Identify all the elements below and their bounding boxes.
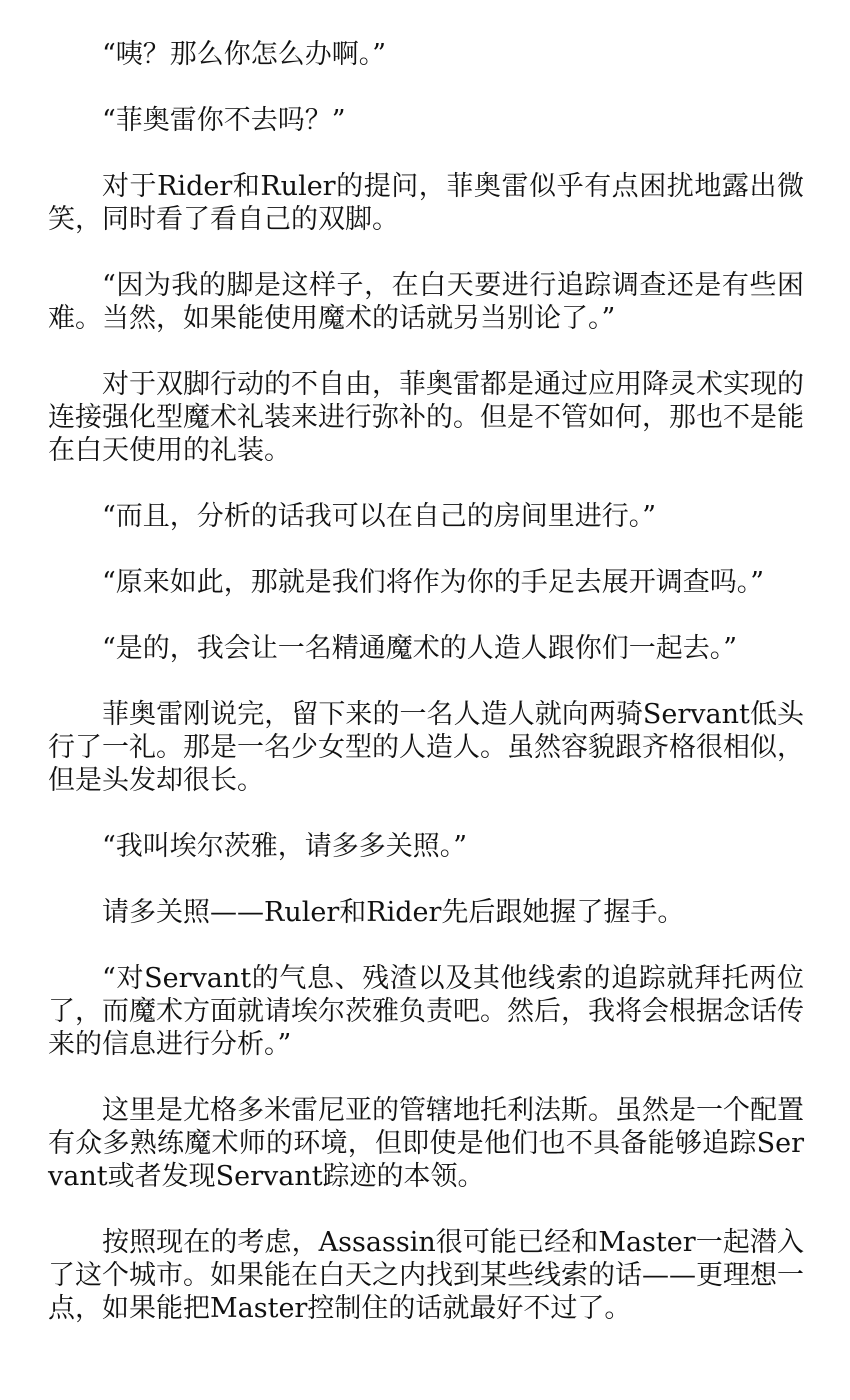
paragraph: “而且，分析的话我可以在自己的房间里进行。” [102, 501, 657, 532]
paragraph: “我叫埃尔茨雅，请多多关照。” [102, 831, 468, 862]
paragraph: “菲奥雷你不去吗？” [102, 105, 346, 136]
paragraph: “对Servant的气息、残渣以及其他线索的追踪就拜托两位了，而魔术方面就请埃尔茨雅负责吧。然后，我将会根据念话传来的信息进行分析。” [48, 963, 804, 1060]
paragraph: 菲奥雷刚说完，留下来的一名人造人就向两骑Servant低头行了一礼。那是一名少女型的人造人。虽然容貌跟齐格很相似，但是头发却很长。 [48, 699, 804, 796]
paragraph: “咦？那么你怎么办啊。” [102, 39, 387, 70]
document-body [48, 38, 804, 1325]
paragraph: “是的，我会让一名精通魔术的人造人跟你们一起去。” [102, 633, 738, 664]
paragraph: “因为我的脚是这样子，在白天要进行追踪调查还是有些困难。当然，如果能使用魔术的话就另当别论了。” [48, 270, 804, 334]
paragraph: “原来如此，那就是我们将作为你的手足去展开调查吗。” [102, 567, 765, 598]
paragraph: 这里是尤格多米雷尼亚的管辖地托利法斯。虽然是一个配置有众多熟练魔术师的环境，但即使是他们也不具备能够追踪Servant或者发现Servant踪迹的本领。 [48, 1095, 804, 1192]
paragraph: 请多关照——Ruler和Rider先后跟她握了握手。 [102, 897, 685, 928]
paragraph: 对于双脚行动的不自由，菲奥雷都是通过应用降灵术实现的连接强化型魔术礼装来进行弥补的。但是不管如何，那也不是能在白天使用的礼装。 [48, 369, 804, 466]
paragraph: 按照现在的考虑，Assassin很可能已经和Master一起潜入了这个城市。如果能在白天之内找到某些线索的话——更理想一点，如果能把Master控制住的话就最好不过了。 [48, 1227, 804, 1324]
paragraph: 对于Rider和Ruler的提问，菲奥雷似乎有点困扰地露出微笑，同时看了看自己的双脚。 [48, 171, 804, 235]
